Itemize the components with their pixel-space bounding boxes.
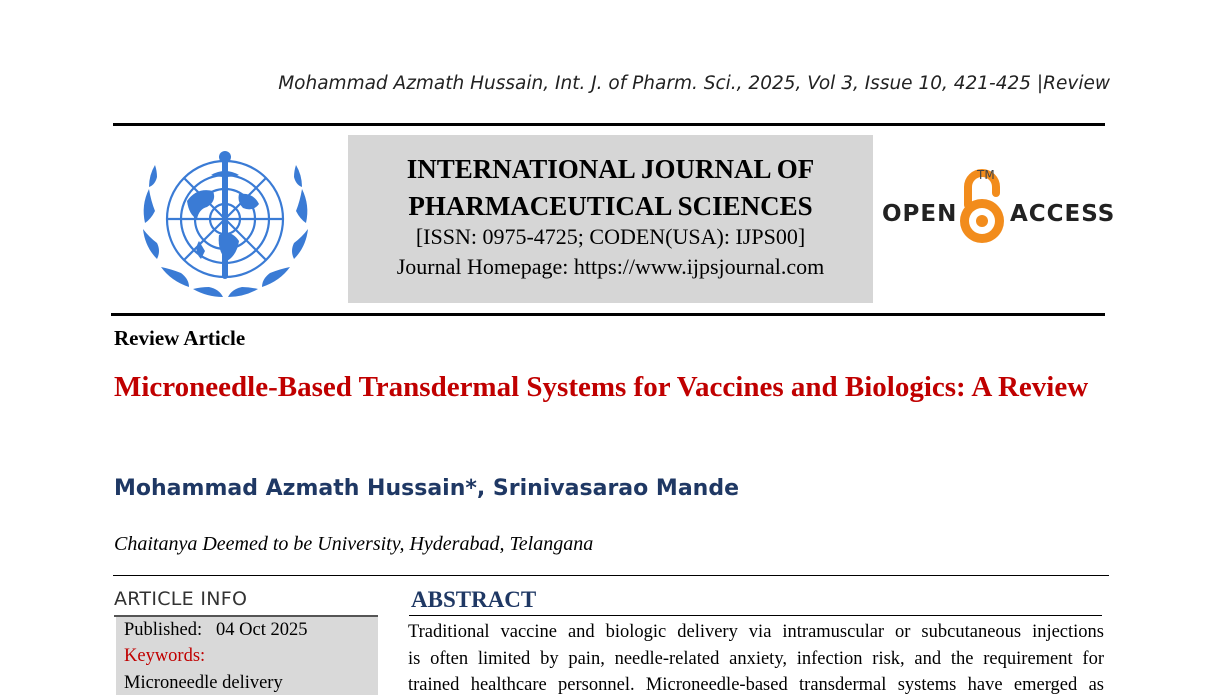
running-header-citation: Mohammad Azmath Hussain, Int. J. of Pharm. Sci., 2025, Vol 3, Issue 10, 421-425 |Review (278, 73, 1110, 94)
published-date-line (124, 620, 307, 641)
abstract-body (408, 619, 1104, 699)
abstract-line: is often limited by pain, needle-related anxiety, infection risk, and the requirement for (408, 648, 1104, 669)
article-info-heading: ARTICLE INFO (114, 588, 248, 610)
section-divider (113, 575, 1109, 576)
open-access-logo (880, 165, 1116, 250)
article-info-box (116, 617, 378, 695)
un-emblem-icon (127, 139, 324, 306)
header-top-rule (113, 123, 1105, 126)
abstract-line: trained healthcare personnel. Microneedle-based transdermal systems have emerged as (408, 675, 1104, 695)
journal-name (348, 151, 873, 225)
author-affiliation: Chaitanya Deemed to be University, Hyderabad, Telangana (114, 533, 594, 555)
keywords-label: Keywords: (124, 646, 206, 666)
keyword-item: Microneedle delivery (124, 673, 283, 693)
abstract-heading: ABSTRACT (411, 587, 537, 612)
open-access-open-text: OPEN (882, 201, 958, 227)
article-title: Microneedle-Based Transdermal Systems for Vaccines and Biologics: A Review (114, 371, 1089, 403)
journal-name-line-1: INTERNATIONAL JOURNAL OF (406, 154, 815, 184)
trademark-symbol: TM (977, 168, 995, 182)
journal-name-line-2: PHARMACEUTICAL SCIENCES (408, 191, 813, 221)
issn-coden: [ISSN: 0975-4725; CODEN(USA): IJPS00] (415, 224, 806, 249)
abstract-rule (409, 615, 1102, 616)
abstract-line: Traditional vaccine and biologic delivery via intramuscular or subcutaneous injections (408, 622, 1104, 642)
author-list: Mohammad Azmath Hussain*, Srinivasarao Mande (114, 476, 739, 501)
header-bottom-rule (111, 313, 1105, 316)
open-access-access-text: ACCESS (1010, 201, 1116, 227)
journal-homepage: Journal Homepage: https://www.ijpsjournal.com (396, 254, 825, 279)
published-label: Published: (124, 620, 203, 640)
journal-masthead (348, 135, 873, 303)
article-type: Review Article (114, 326, 246, 350)
published-date: 04 Oct 2025 (216, 620, 308, 640)
